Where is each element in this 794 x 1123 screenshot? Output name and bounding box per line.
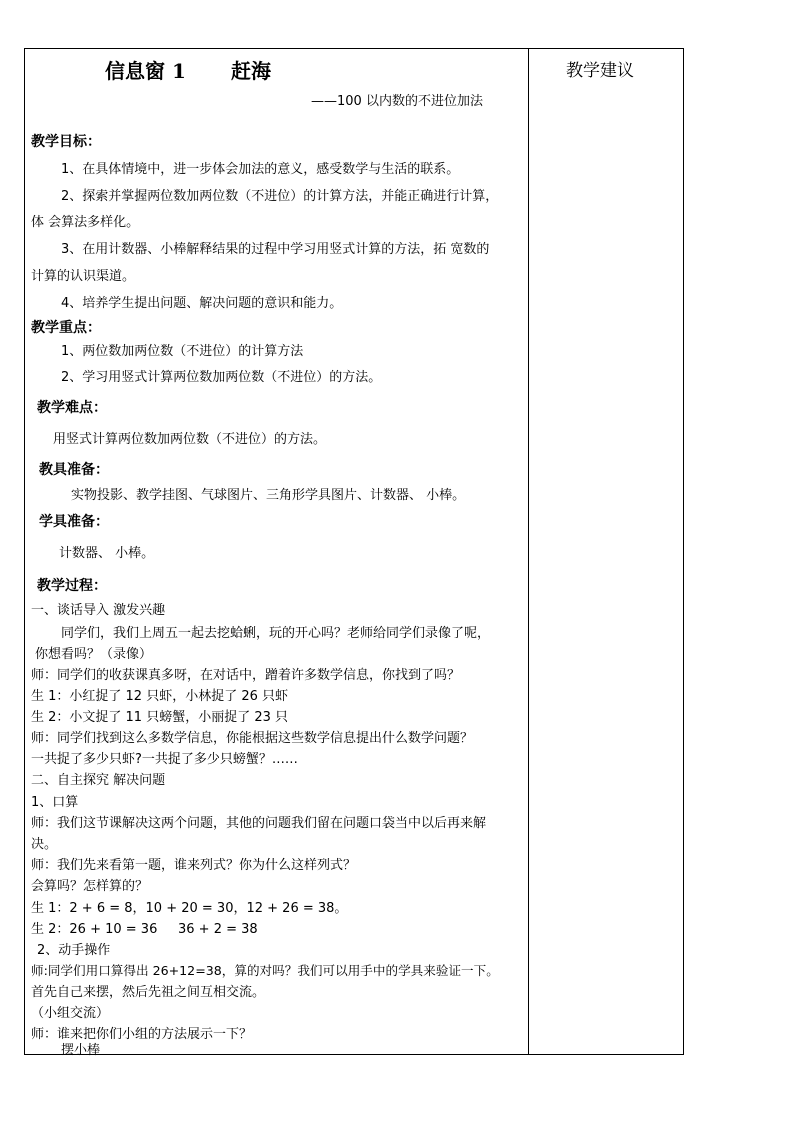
process-line: 生 1：2 + 6 = 8，10 + 20 = 30，12 + 26 = 38。 [31, 901, 348, 916]
objective-item-3-line-2: 计算的认识渠道。 [31, 269, 136, 284]
key-point-item-1: 1、两位数加两位数（不进位）的计算方法 [61, 344, 304, 359]
process-line: 师：同学们找到这么多数学信息，你能根据这些数学信息提出什么数学问题？ [31, 731, 474, 746]
lesson-title-window: 信息窗 1 [105, 59, 186, 83]
process-line: 首先自己来摆，然后先祖之间互相交流。 [31, 985, 266, 1000]
process-line: 师：我们这节课解决这两个问题，其他的问题我们留在问题口袋当中以后再来解 [31, 816, 487, 831]
lesson-content-column [25, 49, 528, 1058]
lesson-title-topic: 赶海 [231, 59, 271, 83]
process-line: 你想看吗？（录像） [35, 647, 153, 662]
teaching-suggestion-column [529, 49, 683, 1054]
teaching-suggestion-heading: 教学建议 [566, 61, 634, 81]
process-line: 生 2：小文捉了 11 只螃蟹，小丽捉了 23 只 [31, 710, 289, 725]
process-line: （小组交流） [31, 1006, 110, 1021]
process-line: 决。 [31, 837, 58, 852]
difficulty-heading: 教学难点： [37, 400, 107, 416]
process-line: 1、口算 [31, 795, 79, 810]
process-line: 生 1：小红捉了 12 只虾，小林捉了 26 只虾 [31, 689, 289, 704]
process-section-2-title: 二、自主探究 解决问题 [31, 773, 166, 788]
objectives-heading: 教学目标： [31, 134, 101, 150]
process-line: 生 2：26 + 10 = 36 36 + 2 = 38 [31, 922, 258, 937]
objective-item-2-line-1: 2、探索并掌握两位数加两位数（不进位）的计算方法，并能正确进行计算， [61, 189, 499, 204]
student-tools-heading: 学具准备： [39, 514, 109, 530]
teacher-tools-text: 实物投影、教学挂图、气球图片、三角形学具图片、计数器、 小棒。 [71, 488, 466, 503]
lesson-plan-table [24, 48, 684, 1058]
process-line: 同学们，我们上周五一起去挖蛤蜊，玩的开心吗？老师给同学们录像了呢， [61, 626, 491, 641]
lesson-subtitle: ——100 以内数的不进位加法 [311, 94, 483, 109]
process-line: 一共捉了多少只虾?一共捉了多少只螃蟹？…… [31, 752, 298, 767]
teacher-tools-heading: 教具准备： [39, 462, 109, 478]
objective-item-1: 1、在具体情境中，进一步体会加法的意义，感受数学与生活的联系。 [61, 162, 460, 177]
process-line: 2、动手操作 [37, 943, 111, 958]
process-line: 摆小棒 [61, 1043, 101, 1058]
key-points-heading: 教学重点： [31, 320, 101, 336]
process-heading: 教学过程： [37, 578, 107, 594]
objective-item-3-line-1: 3、在用计数器、小棒解释结果的过程中学习用竖式计算的方法，拓 宽数的 [61, 242, 490, 257]
objective-item-2-line-2: 体 会算法多样化。 [31, 215, 140, 230]
process-line: 师：谁来把你们小组的方法展示一下？ [31, 1027, 253, 1042]
process-line: 师：同学们的收获课真多呀，在对话中，蹭着许多数学信息，你找到了吗？ [31, 668, 461, 683]
key-point-item-2: 2、学习用竖式计算两位数加两位数（不进位）的方法。 [61, 370, 382, 385]
process-line: 师:同学们用口算得出 26+12=38，算的对吗？我们可以用手中的学具来验证一下。 [31, 963, 499, 978]
process-section-1-title: 一、谈话导入 激发兴趣 [31, 603, 166, 618]
student-tools-text: 计数器、 小棒。 [59, 546, 155, 561]
process-line: 会算吗？怎样算的？ [31, 879, 149, 894]
difficulty-text: 用竖式计算两位数加两位数（不进位）的方法。 [53, 432, 327, 447]
process-line: 师：我们先来看第一题，谁来列式？你为什么这样列式？ [31, 858, 357, 873]
objective-item-4: 4、培养学生提出问题、解决问题的意识和能力。 [61, 296, 343, 311]
